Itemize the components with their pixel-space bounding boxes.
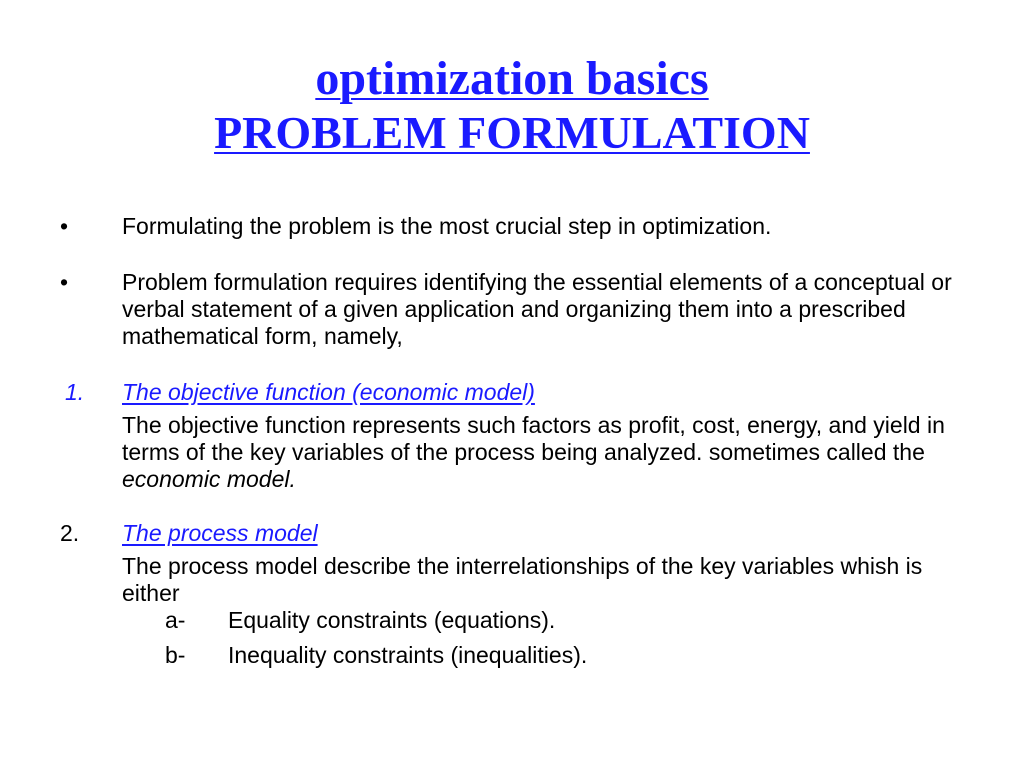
sub-item-text: Inequality constraints (inequalities). xyxy=(228,642,588,668)
sub-item-marker: b- xyxy=(165,642,186,668)
sub-item-text: Equality constraints (equations). xyxy=(228,607,556,633)
title-line-2: PROBLEM FORMULATION xyxy=(214,106,810,158)
item-description xyxy=(0,412,972,493)
bullet-text: Problem formulation requires identifying the essential elements of a conceptual or verbal statement of a given application and organizing them into a prescribed mathematical form, namely, xyxy=(122,269,952,349)
spacer xyxy=(0,240,1024,269)
bullet-item xyxy=(0,269,972,350)
item-number: 2. xyxy=(60,520,80,546)
item-description-text: The process model describe the interrelationships of the key variables whish is either xyxy=(122,553,923,606)
bullet-item xyxy=(0,213,972,240)
item-description xyxy=(0,553,972,607)
spacer xyxy=(0,350,1024,379)
sub-item xyxy=(0,642,1024,669)
numbered-item xyxy=(0,520,972,547)
slide-title xyxy=(0,52,1024,159)
item-number: 1. xyxy=(65,379,85,405)
title-line-1: optimization basics xyxy=(315,52,709,105)
bullet-text: Formulating the problem is the most crucial step in optimization. xyxy=(122,213,772,239)
bullet-marker: • xyxy=(60,269,69,295)
item-heading-link[interactable]: The process model xyxy=(122,520,318,546)
item-heading-link[interactable]: The objective function (economic model) xyxy=(122,379,535,405)
numbered-item xyxy=(0,379,972,406)
sub-item xyxy=(0,607,1024,634)
slide-body xyxy=(0,213,1024,669)
item-description-text: The objective function represents such factors as profit, cost, energy, and yield in terms of the key variables of the process being analyzed. sometimes called the xyxy=(122,412,945,465)
spacer xyxy=(0,493,1024,520)
sub-item-marker: a- xyxy=(165,607,186,633)
item-description-emphasis: economic model. xyxy=(122,466,296,492)
bullet-marker: • xyxy=(60,213,69,239)
